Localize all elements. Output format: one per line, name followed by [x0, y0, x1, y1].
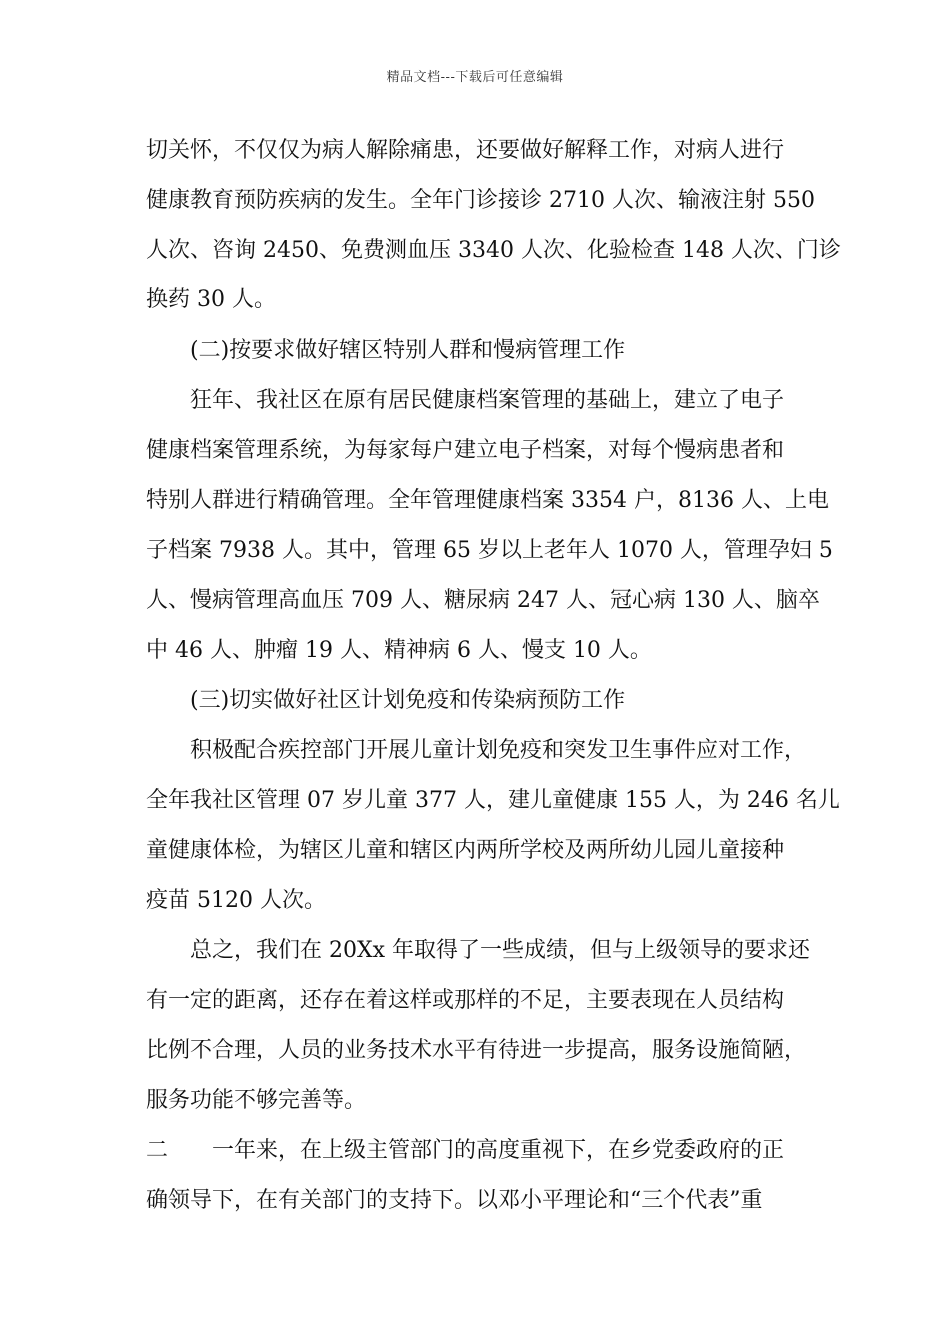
text-line: 人次、咨询 2450、免费测血压 3340 人次、化验检查 148 人次、门诊: [146, 238, 841, 263]
text-line: 总之，我们在 20Xx 年取得了一些成绩，但与上级领导的要求还: [190, 938, 811, 963]
text-line: 特别人群进行精确管理。全年管理健康档案 3354 户，8136 人、上电: [146, 488, 829, 513]
text-line: 健康档案管理系统，为每家每户建立电子档案，对每个慢病患者和: [146, 438, 785, 463]
text-line: 积极配合疾控部门开展儿童计划免疫和突发卫生事件应对工作，: [190, 738, 807, 763]
text-line: 二 一年来，在上级主管部门的高度重视下，在乡党委政府的正: [146, 1138, 785, 1163]
text-line: 全年我社区管理 07 岁儿童 377 人，建儿童健康 155 人，为 246 名儿: [146, 788, 840, 813]
page-header: 精品文档---下载后可任意编辑: [386, 70, 564, 85]
text-line: 童健康体检，为辖区儿童和辖区内两所学校及两所幼儿园儿童接种: [146, 838, 785, 863]
section-heading: (二)按要求做好辖区特别人群和慢病管理工作: [190, 338, 626, 363]
text-line: 服务功能不够完善等。: [146, 1088, 367, 1113]
text-line: 人、慢病管理高血压 709 人、糖尿病 247 人、冠心病 130 人、脑卒: [146, 588, 820, 613]
text-line: 切关怀，不仅仅为病人解除痛患，还要做好解释工作，对病人进行: [146, 138, 785, 163]
text-line: 疫苗 5120 人次。: [146, 888, 326, 913]
text-line: 子档案 7938 人。其中，管理 65 岁以上老年人 1070 人，管理孕妇 5: [146, 538, 833, 563]
text-line: 换药 30 人。: [146, 287, 276, 312]
text-line: 狂年、我社区在原有居民健康档案管理的基础上，建立了电子: [190, 388, 785, 413]
text-line: 中 46 人、肿瘤 19 人、精神病 6 人、慢支 10 人。: [146, 638, 652, 663]
text-line: 有一定的距离，还存在着这样或那样的不足，主要表现在人员结构: [146, 988, 785, 1013]
section-heading: (三)切实做好社区计划免疫和传染病预防工作: [190, 688, 626, 713]
text-line: 健康教育预防疾病的发生。全年门诊接诊 2710 人次、输液注射 550: [146, 188, 815, 213]
text-line: 确领导下，在有关部门的支持下。以邓小平理论和“三个代表”重: [146, 1188, 763, 1213]
text-line: 比例不合理，人员的业务技术水平有待进一步提高，服务设施简陋，: [146, 1038, 807, 1063]
